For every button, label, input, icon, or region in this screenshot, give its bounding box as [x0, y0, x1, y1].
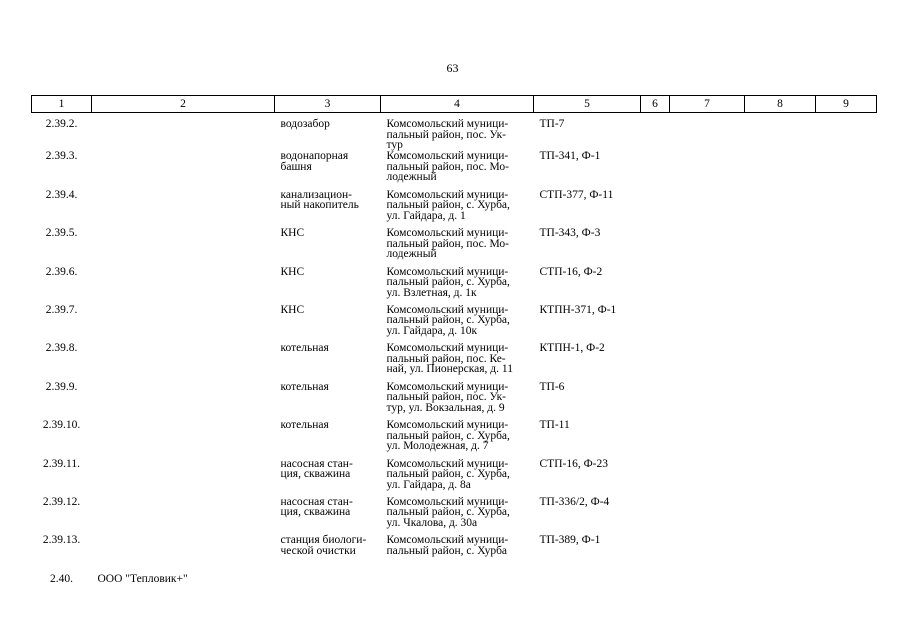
empty-cell [816, 343, 877, 381]
empty-cell [670, 190, 745, 228]
empty-cell [670, 343, 745, 381]
empty-cell [745, 497, 816, 535]
address-cell: Комсомольский муници- пальный район, с. Хурба, ул. Гайдара, д. 1 [386, 188, 510, 222]
empty-cell [670, 459, 745, 497]
table-row [32, 305, 877, 343]
empty-cell [92, 151, 275, 189]
object-cell: КНС [280, 227, 305, 240]
table-row [32, 535, 877, 573]
object-cell: водонапорная башня [280, 150, 349, 173]
column-header: 5 [534, 96, 641, 113]
address-cell: Комсомольский муници- пальный район, пос. Ук- тур [386, 118, 509, 151]
empty-cell [745, 267, 816, 305]
data-table [31, 95, 877, 602]
empty-cell [745, 190, 816, 228]
address-cell: Комсомольский муници- пальный район, с. Хурба, ул. Взлетная, д. 1к [386, 265, 510, 299]
empty-cell [92, 459, 275, 497]
substation-cell: КТПН-1, Ф-2 [539, 342, 605, 355]
substation-cell: ТП-336/2, Ф-4 [539, 495, 610, 508]
row-number: 2.40. [50, 572, 73, 585]
empty-cell [816, 535, 877, 573]
column-header: 6 [641, 96, 670, 113]
empty-cell [816, 267, 877, 305]
object-cell: канализацион- ный накопитель [280, 188, 359, 212]
row-number: 2.39.12. [42, 495, 81, 508]
substation-cell: КТПН-371, Ф-1 [539, 303, 617, 316]
table-row [32, 343, 877, 381]
empty-cell [92, 420, 275, 458]
empty-cell [641, 113, 670, 152]
empty-cell [92, 343, 275, 381]
empty-cell [816, 420, 877, 458]
empty-cell [641, 535, 670, 573]
address-cell: Комсомольский муници- пальный район, пос. Мо- лодежный [386, 227, 509, 261]
table-row [32, 420, 877, 458]
object-cell: КНС [280, 303, 305, 316]
row-number: 2.39.13. [42, 534, 81, 547]
object-cell: котельная [280, 342, 329, 355]
empty-cell [816, 113, 877, 152]
empty-cell [745, 113, 816, 152]
row-number: 2.39.4. [45, 188, 78, 201]
empty-cell [92, 267, 275, 305]
empty-cell [641, 459, 670, 497]
empty-cell [92, 305, 275, 343]
substation-cell: СТП-16, Ф-23 [539, 457, 608, 470]
empty-cell [670, 228, 745, 266]
row-number: 2.39.2. [45, 118, 78, 130]
empty-cell [816, 228, 877, 266]
empty-cell [816, 151, 877, 189]
column-header: 7 [670, 96, 745, 113]
empty-cell [670, 113, 745, 152]
substation-cell: ТП-6 [539, 380, 565, 393]
row-number: 2.39.6. [45, 265, 78, 278]
object-cell: котельная [280, 380, 329, 393]
object-cell: насосная стан- ция, скважина [280, 457, 353, 481]
empty-cell [745, 305, 816, 343]
substation-cell: СТП-16, Ф-2 [539, 265, 603, 278]
object-cell: водозабор [280, 118, 330, 130]
empty-cell [670, 305, 745, 343]
empty-cell [745, 228, 816, 266]
row-number: 2.39.8. [45, 342, 78, 355]
table-row [32, 459, 877, 497]
empty-cell [641, 267, 670, 305]
row-number: 2.39.11. [43, 457, 80, 470]
empty-cell [92, 113, 275, 152]
table-row [32, 151, 877, 189]
empty-cell [641, 151, 670, 189]
object-cell: станция биологи- ческой очистки [280, 534, 367, 557]
org-row [32, 574, 877, 602]
empty-cell [816, 190, 877, 228]
empty-cell [92, 497, 275, 535]
empty-cell [816, 382, 877, 420]
address-cell: Комсомольский муници- пальный район, пос. Мо- лодежный [386, 150, 509, 184]
substation-cell: ТП-389, Ф-1 [539, 534, 601, 547]
empty-cell [670, 382, 745, 420]
empty-cell [745, 151, 816, 189]
address-cell: Комсомольский муници- пальный район, с. Хурба, ул. Молодежная, д. 7 [386, 419, 510, 453]
page-number: 63 [446, 61, 459, 75]
column-header: 3 [275, 96, 381, 113]
substation-cell: СТП-377, Ф-11 [539, 188, 614, 201]
empty-cell [670, 420, 745, 458]
table-body [32, 113, 877, 602]
empty-cell [670, 535, 745, 573]
address-cell: Комсомольский муници- пальный район, с. Хурба [386, 534, 509, 557]
address-cell: Комсомольский муници- пальный район, с. Хурба, ул. Чкалова, д. 30а [386, 495, 510, 529]
empty-cell [641, 420, 670, 458]
organization-name: ООО "Тепловик+" [97, 572, 188, 585]
table-row [32, 113, 877, 152]
empty-cell [816, 305, 877, 343]
row-number: 2.39.10. [42, 419, 81, 432]
table-row [32, 267, 877, 305]
empty-cell [92, 228, 275, 266]
object-cell: котельная [280, 419, 329, 432]
address-cell: Комсомольский муници- пальный район, с. Хурба, ул. Гайдара, д. 10к [386, 303, 510, 337]
empty-cell [745, 382, 816, 420]
empty-cell [670, 151, 745, 189]
empty-cell [641, 305, 670, 343]
empty-cell [641, 190, 670, 228]
table-row [32, 190, 877, 228]
address-cell: Комсомольский муници- пальный район, пос. Ке- най, ул. Пионерская, д. 11 [386, 342, 513, 376]
table-row [32, 497, 877, 535]
empty-cell [641, 382, 670, 420]
empty-cell [92, 535, 275, 573]
column-header: 2 [92, 96, 275, 113]
row-number: 2.39.7. [45, 303, 78, 316]
row-number: 2.39.5. [45, 227, 78, 240]
empty-cell [670, 497, 745, 535]
column-header: 1 [32, 96, 92, 113]
address-cell: Комсомольский муници- пальный район, с. Хурба, ул. Гайдара, д. 8а [386, 457, 510, 491]
column-header: 8 [745, 96, 816, 113]
object-cell: КНС [280, 265, 305, 278]
empty-cell [641, 228, 670, 266]
table-row [32, 228, 877, 266]
table-row [32, 382, 877, 420]
empty-cell [745, 420, 816, 458]
row-number: 2.39.9. [45, 380, 78, 393]
column-header: 4 [381, 96, 534, 113]
empty-cell [816, 497, 877, 535]
empty-cell [641, 497, 670, 535]
address-cell: Комсомольский муници- пальный район, пос. Ук- тур, ул. Вокзальная, д. 9 [386, 380, 509, 414]
empty-cell [641, 343, 670, 381]
empty-cell [745, 343, 816, 381]
empty-cell [670, 267, 745, 305]
empty-cell [92, 382, 275, 420]
empty-cell [745, 535, 816, 573]
substation-cell: ТП-7 [539, 118, 565, 130]
empty-cell [92, 190, 275, 228]
substation-cell: ТП-343, Ф-3 [539, 227, 601, 240]
substation-cell: ТП-11 [539, 419, 570, 432]
row-number: 2.39.3. [45, 150, 78, 163]
empty-cell [816, 459, 877, 497]
substation-cell: ТП-341, Ф-1 [539, 150, 601, 163]
empty-cell [745, 459, 816, 497]
header-row [32, 96, 877, 113]
column-header: 9 [816, 96, 877, 113]
object-cell: насосная стан- ция, скважина [280, 495, 353, 519]
